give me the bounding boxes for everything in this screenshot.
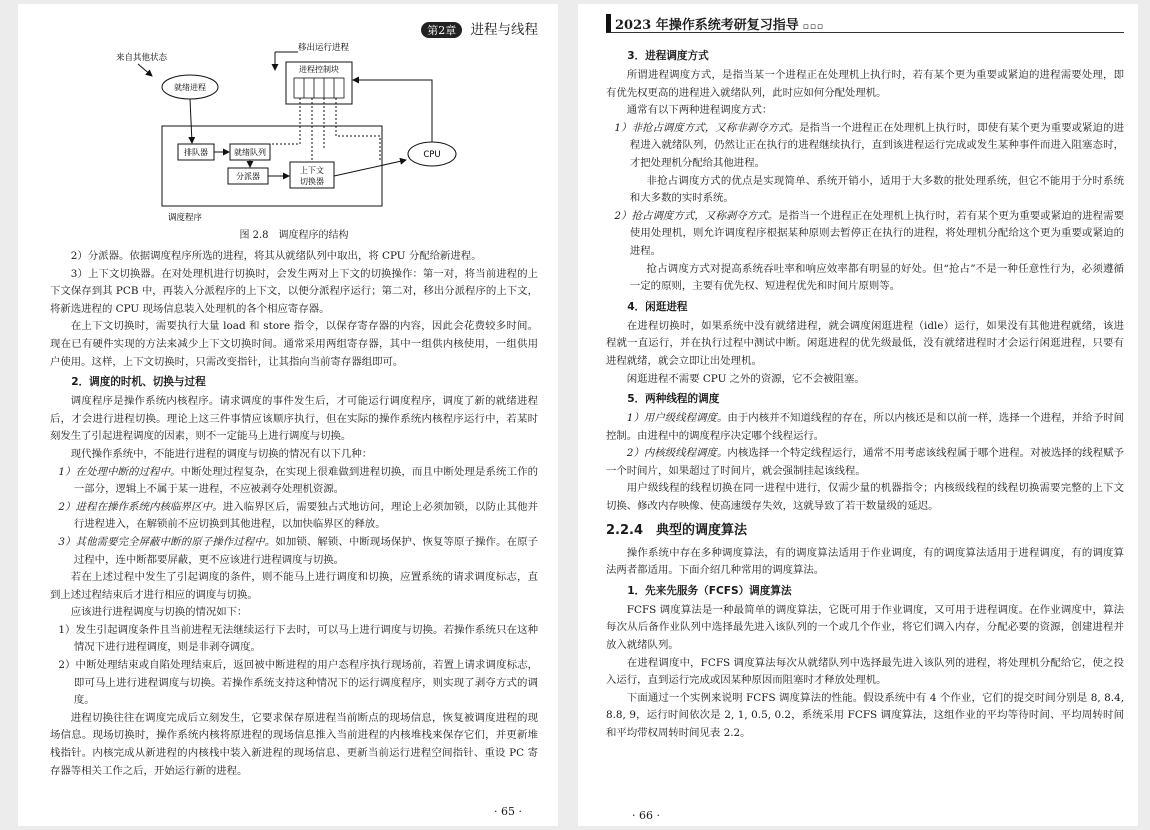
after-cases-1: 若在上述过程中发生了引起调度的条件，则不能马上进行调度和切换，应置系统的请求调度标志，直到上述过程结束后才进行相应的调度与切换。 (50, 571, 538, 601)
fcfs-para-3: 下面通过一个实例来说明 FCFS 调度算法的性能。假设系统中有 4 个作业，它们的提交时间分别是 8, 8.4, 8.8, 9，运行时间依次是 2, 1, 0.5, 0.2，系统采用 FCFS 调度算法，这组作业的平均等待时间、平均周转时间和平均带权周转时间见表 2.2。 (606, 691, 1124, 739)
para-dispatcher: 2）分派器。依据调度程序所选的进程，将其从就绪队列中取出，将 CPU 分配给新进程。 (70, 250, 482, 262)
case-1-lead: 1）在处理中断的过程中。 (58, 465, 181, 478)
section4-para-1: 在进程切换时，如果系统中没有就绪进程，就会调度闲逛进程（idle）运行，如果没有其他进程就绪，该进程就一直运行，并在执行过程中测试中断。闲逛进程的优先级最低，没有就绪进程时才会运行闲逛进程，只要有进程就绪，就会立即让出处理机。 (606, 319, 1124, 367)
section5-title: 5．两种线程的调度 (627, 393, 720, 406)
section3-two: 通常有以下两种进程调度方式： (626, 104, 773, 117)
label-ready-process: 就绪进程 (174, 83, 206, 92)
thread-2 (606, 445, 1124, 480)
thread-2-text: 内核选择一个特定线程运行，通常不用考虑该线程属于哪个进程。对被选择的线程赋予一个时间片，如果超过了时间片，就会强制挂起该线程。 (606, 447, 1124, 477)
section2-intro-2: 现代操作系统中，不能进行进程的调度与切换的情况有以下几种： (70, 447, 373, 460)
chapter-title: 进程与线程 (470, 22, 538, 38)
arrow-cpu-to-pcb (353, 80, 432, 142)
dash-pcb-4 (336, 98, 380, 160)
chapter-badge: 第2章 (421, 22, 462, 38)
scheduler-diagram (50, 40, 530, 228)
mode-1-cont: 非抢占调度方式的优点是实现简单、系统开销小，适用于大多数的批处理系统，但它不能用于分时系统和大多数的实时系统。 (629, 174, 1124, 205)
case-3-text: 如加锁、解锁、中断现场保护、恢复等原子操作。在原子过程中，连中断都要屏蔽，更不应该进行进程调度与切换。 (73, 535, 539, 566)
thread-1-lead: 1）用户级线程调度。 (626, 412, 728, 425)
page-number-65: · 65 · (494, 805, 522, 818)
case-2 (50, 499, 538, 534)
mode-1 (606, 120, 1124, 173)
label-context-2: 切换器 (300, 177, 324, 186)
left-page-header (50, 18, 538, 40)
case-3-lead: 3）其他需要完全屏蔽中断的原子操作过程中。 (58, 535, 276, 548)
thread-1-text: 由于内核并不知道线程的存在，所以内核还是和以前一样，选择一个进程，并给予时间控制。由进程中的调度程序决定哪个线程运行。 (606, 412, 1124, 442)
section2-title: 2．调度的时机、切换与过程 (71, 376, 206, 389)
section4-para-2: 闲逛进程不需要 CPU 之外的资源，它不会被阻塞。 (626, 372, 865, 385)
figure-caption: 图 2.8 调度程序的结构 (239, 230, 349, 241)
mode-2-text: 是指当一个进程正在处理机上执行时，若有某个更为重要或紧迫的进程需要使用处理机，则允许调度程序根据某种原则去暂停正在执行的进程，将处理机分配给这个更为重要或紧迫的进程。 (629, 209, 1125, 257)
section4-title: 4．闲逛进程 (627, 300, 688, 313)
label-ready-queue: 就绪队列 (234, 148, 266, 157)
label-context-1: 上下文 (300, 166, 324, 175)
thread-summary: 用户级线程的线程切换在同一进程中进行，仅需少量的机器指令；内核级线程的线程切换需要完整的上下文切换、修改内存映像、使高速缓存失效，这就导致了若干数量级的延迟。 (606, 482, 1124, 513)
left-page (18, 4, 558, 826)
para-load-store: 在上下文切换时，需要执行大量 load 和 store 指令，以保存寄存器的内容，因此会花费较多时间。现在已有硬件实现的方法来减少上下文切换时间。通常采用两组寄存器，其中一组供内核使用，一组供用户使用。这样，上下文切换时，只需改变指针，让其指向当前寄存器组即可。 (50, 320, 538, 368)
arrow-ready-to-queuer (190, 99, 192, 143)
after-cases-2: 应该进行进程调度与切换的情况如下： (70, 606, 248, 619)
mode-1-text: 是指当一个进程正在处理机上执行时，即使有某个更为重要或紧迫的进程进入就绪队列，仍然让正在执行的进程继续执行，直到该进程运行完成或发生某种事件而进入阻塞态时，才把处理机分配给其他进程。 (629, 121, 1124, 169)
para-context-switcher: 3）上下文切换器。在对处理机进行切换时，会发生两对上下文的切换操作：第一对，将当前进程的上下文保存到其 PCB 中，再装入分派程序的上下文，以便分派程序运行；第二对，移出分派程序的上下文，将新选进程的 CPU 现场信息装入处理机的各个相应寄存器。 (50, 267, 538, 315)
thread-2-lead: 2）内核级线程调度。 (626, 447, 728, 460)
section3-intro: 所谓进程调度方式，是指当某一个进程正在处理机上执行时，若有某个更为重要或紧迫的进程需要处理，即有优先权更高的进程进入就绪队列，此时应如何分配处理机。 (606, 69, 1124, 99)
fcfs-para-2: 在进程调度中，FCFS 调度算法每次从就绪队列中选择最先进入该队列的进程，将处理机分配给它，使之投入运行，直到运行完成或因某种原因而阻塞时才释放处理机。 (606, 656, 1124, 687)
case-3 (50, 534, 538, 569)
label-scheduler: 调度程序 (168, 213, 203, 223)
mode-2 (606, 208, 1124, 261)
subsection-intro: 操作系统中存在多种调度算法，有的调度算法适用于作业调度，有的调度算法适用于进程调度，有的调度算法两者都适用。下面介绍几种常用的调度算法。 (606, 546, 1124, 577)
label-from-other: 来自其他状态 (116, 53, 168, 63)
mode-1-lead: 1）非抢占调度方式，又称非剥夺方式。 (614, 121, 800, 134)
subsection-title: 2.2.4 典型的调度算法 (606, 522, 748, 538)
label-dispatcher: 分派器 (236, 172, 260, 181)
fcfs-para-1: FCFS 调度算法是一种最简单的调度算法，它既可用于作业调度，又可用于进程调度。在作业调度中，算法每次从后备作业队列中选择最先进入该队列的一个或几个作业，将它们调入内存，分配必要的资源，创建进程并放入就绪队列。 (606, 603, 1124, 652)
case-1 (50, 464, 538, 499)
case-2-lead: 2）进程在操作系统内核临界区中。 (58, 500, 223, 513)
book-title: 2023 年操作系统考研复习指导 (615, 18, 799, 33)
should-case-2: 2）中断处理结束或自陷处理结束后，返回被中断进程的用户态程序执行现场前，若置上请求调度标志，即可马上进行进程调度与切换。若操作系统支持这种情况下的运行调度程序，则实现了剥夺方式的调度。 (58, 659, 538, 707)
section2-intro-1: 调度程序是操作系统内核程序。请求调度的事件发生后，才可能运行调度程序，调度了新的就绪进程后，才会进行进程切换。理论上这三件事情应该顺序执行，但在实际的操作系统内核程序运行中，若某时刻发生了引起进程调度的因素，则不一定能马上进行调度与切换。 (50, 395, 538, 443)
scheduler-frame (162, 126, 382, 206)
should-case-1: 1）发生引起调度条件且当前进程无法继续运行下去时，可以马上进行调度与切换。若操作系统只在这种情况下进行进程调度，则是非剥夺调度。 (58, 623, 538, 654)
mode-2-cont: 抢占调度方式对提高系统吞吐率和响应效率都有明显的好处。但“抢占”不是一种任意性行为，必须遵循一定的原则，主要有优先权、短进程优先和时间片原则等。 (629, 262, 1124, 293)
section3-title: 3．进程调度方式 (627, 50, 709, 62)
closing-paragraph: 进程切换往往在调度完成后立刻发生，它要求保存原进程当前断点的现场信息，恢复被调度进程的现场信息。现场切换时，操作系统内核将原进程的现场信息推入当前进程的内核堆栈来保存它们，并更新堆栈指针。内核完成从新进程的内核栈中装入新进程的现场信息、更新当前运行进程空间指针、重设 PC 寄存器等相关工作之后，开始运行新的进程。 (50, 711, 538, 777)
label-pcb: 进程控制块 (299, 65, 339, 74)
label-move-out: 移出运行进程 (298, 43, 350, 53)
header-dots: ▫▫▫ (802, 22, 825, 32)
label-cpu: CPU (423, 150, 441, 160)
fcfs-title: 1．先来先服务（FCFS）调度算法 (627, 584, 792, 597)
arrow-from-other (138, 64, 152, 76)
right-page-header (606, 14, 1124, 33)
label-queuer: 排队器 (184, 148, 208, 157)
page-number-66: · 66 · (632, 809, 660, 822)
scheduler-diagram-svg (50, 40, 530, 228)
dash-pcb-to-queue (271, 98, 300, 144)
case-1-text: 中断处理过程复杂，在实现上很难做到进程切换，而且中断处理是系统工作的一部分，逻辑上不属于某一进程，不应被剥夺处理机资源。 (73, 465, 538, 496)
case-2-text: 进入临界区后，需要独占式地访问，理论上必须加锁，以防止其他并行进程进入，在解锁前不应切换到其他进程，以加快临界区的释放。 (73, 500, 539, 531)
right-page (578, 4, 1138, 826)
thread-1 (606, 410, 1124, 445)
arrow-switcher-to-cpu (334, 160, 406, 176)
mode-2-lead: 2）抢占调度方式，又称剥夺方式。 (614, 209, 779, 222)
